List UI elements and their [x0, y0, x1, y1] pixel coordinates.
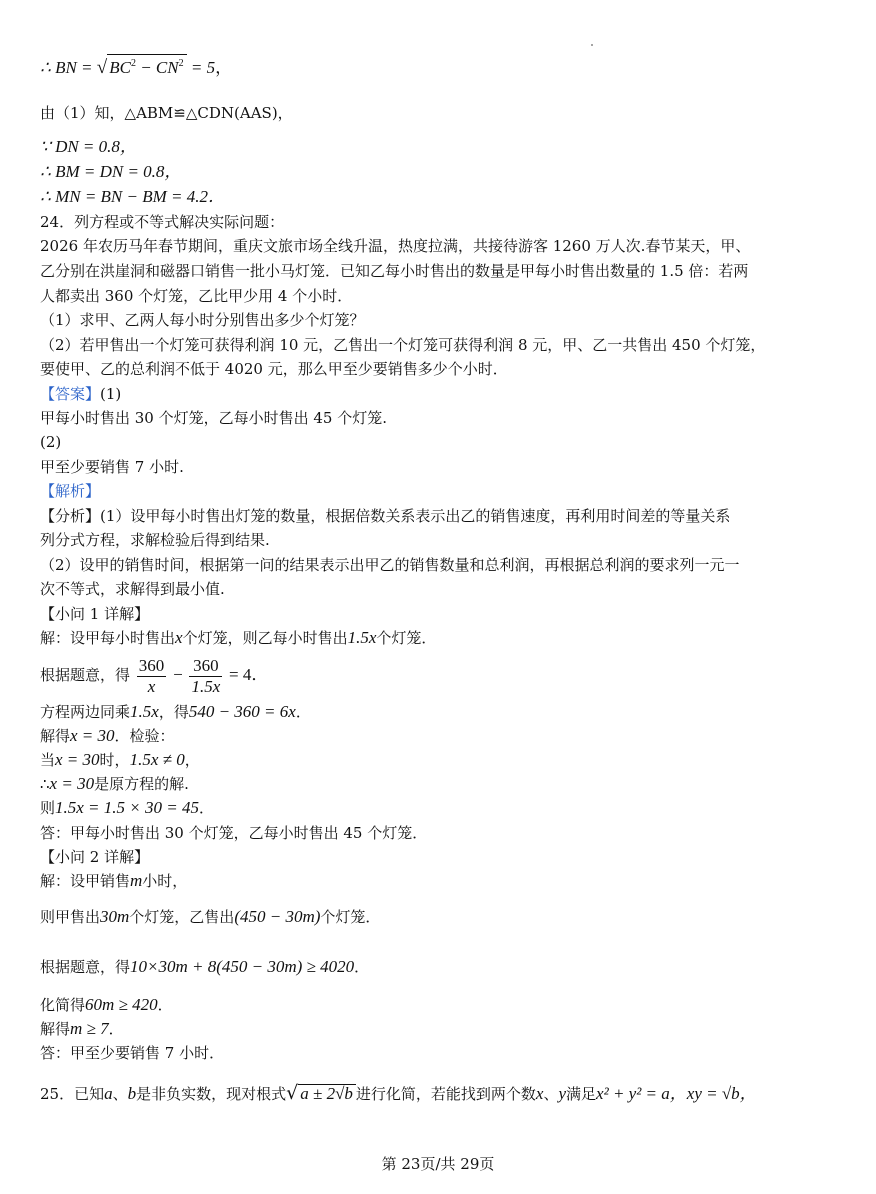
- solution-line: ∴x = 30是原方程的解.: [40, 774, 189, 793]
- question-part: （2）若甲售出一个灯笼可获得利润 10 元，乙售出一个灯笼可获得利润 8 元，甲、乙一共售出 450 个灯笼，: [40, 336, 766, 354]
- answer-tag: 【答案】: [40, 385, 101, 403]
- question-text: 乙分别在洪崖洞和磁器口销售一批小马灯笼．已知乙每小时售出的数量是甲每小时售出数量的 1.5 倍：若两: [40, 262, 749, 280]
- solution-line: [40, 54, 836, 80]
- analysis-line: 次不等式，求解得到最小值.: [40, 580, 225, 598]
- question-text: 25．已知a、b是非负实数，现对根式√ a ± 2√b 进行化简，若能找到两个数x、y满足x² + y² = a，xy = √b，: [40, 1082, 757, 1104]
- solution-line: 方程两边同乘1.5x，得540 − 360 = 6x．: [40, 702, 311, 721]
- question-text: 人都卖出 360 个灯笼，乙比甲少用 4 个小时．: [40, 287, 353, 305]
- question-part: （1）求甲、乙两人每小时分别售出多少个灯笼？: [40, 311, 365, 329]
- solution-line: ∵ DN = 0.8，: [40, 137, 137, 156]
- solution-line: 则甲售出30m个灯笼，乙售出(450 − 30m)个灯笼．: [40, 907, 381, 926]
- analysis-tag: 【解析】: [40, 482, 101, 500]
- fraction: $\frac{360}{x}$: [138, 655, 165, 696]
- math-expression: ∴ BN = √ $BC^2 - CN^2 = 5$，: [40, 58, 232, 77]
- analysis-line: 列分式方程，求解检验后得到结果.: [40, 531, 270, 549]
- analysis-line: 【分析】(1）设甲每小时售出灯笼的数量，根据倍数关系表示出乙的销售速度，再利用时间差的等量关系: [40, 507, 731, 525]
- question-part: 要使甲、乙的总利润不低于 4020 元，那么甲至少要销售多少个小时．: [40, 360, 508, 378]
- solution-line: 根据题意，得10×30m + 8(450 − 30m) ≥ 4020．: [40, 957, 370, 976]
- solution-line: 解得m ≥ 7．: [40, 1019, 124, 1038]
- solution-line: 由（1）知，△ABM≌△CDN(AAS)，: [40, 104, 293, 122]
- question-heading: 24．列方程或不等式解决实际问题：: [40, 213, 285, 231]
- answer-heading: 【答案】(1): [40, 385, 122, 403]
- analysis-line: （2）设甲的销售时间，根据第一问的结果表示出甲乙的销售数量和总利润，再根据总利润的要求列一元一: [40, 556, 740, 574]
- scan-speck: [591, 44, 593, 46]
- fraction: $\frac{360}{1.5x}$: [191, 655, 221, 696]
- analysis-heading: [40, 480, 836, 502]
- subquestion-heading: 【小问 2 详解】: [40, 848, 150, 866]
- solution-line: 根据题意，得 $\frac{360}{x}$ − $\frac{360}{1.5x}$ = 4．: [40, 655, 269, 696]
- question-text: 2026 年农历马年春节期间，重庆文旅市场全线升温，热度拉满，共接待游客 1260 万人次.春节某天，甲、: [40, 237, 751, 255]
- subquestion-heading: 【小问 1 详解】: [40, 605, 150, 623]
- solution-line: 解得x = 30．检验：: [40, 726, 175, 745]
- solution-line: 答：甲至少要销售 7 小时．: [40, 1044, 225, 1062]
- solution-line: 解：设甲每小时售出x个灯笼，则乙每小时售出1.5x个灯笼．: [40, 628, 437, 647]
- solution-line: 则1.5x = 1.5 × 30 = 45．: [40, 798, 214, 817]
- answer-line: 甲每小时售出 30 个灯笼，乙每小时售出 45 个灯笼.: [40, 409, 388, 427]
- answer-line: 甲至少要销售 7 小时.: [40, 458, 184, 476]
- solution-line: 化简得60m ≥ 420．: [40, 995, 173, 1014]
- solution-line: 答：甲每小时售出 30 个灯笼，乙每小时售出 45 个灯笼．: [40, 824, 428, 842]
- solution-line: ∴ MN = BN − BM = 4.2．: [40, 187, 225, 206]
- page-footer: 第 23页/共 29页: [381, 1155, 495, 1173]
- solution-line: 当x = 30时，1.5x ≠ 0，: [40, 750, 200, 769]
- solution-line: ∴ BM = DN = 0.8，: [40, 162, 182, 181]
- solution-line: 解：设甲销售m小时，: [40, 871, 188, 890]
- answer-line: (2): [40, 433, 62, 451]
